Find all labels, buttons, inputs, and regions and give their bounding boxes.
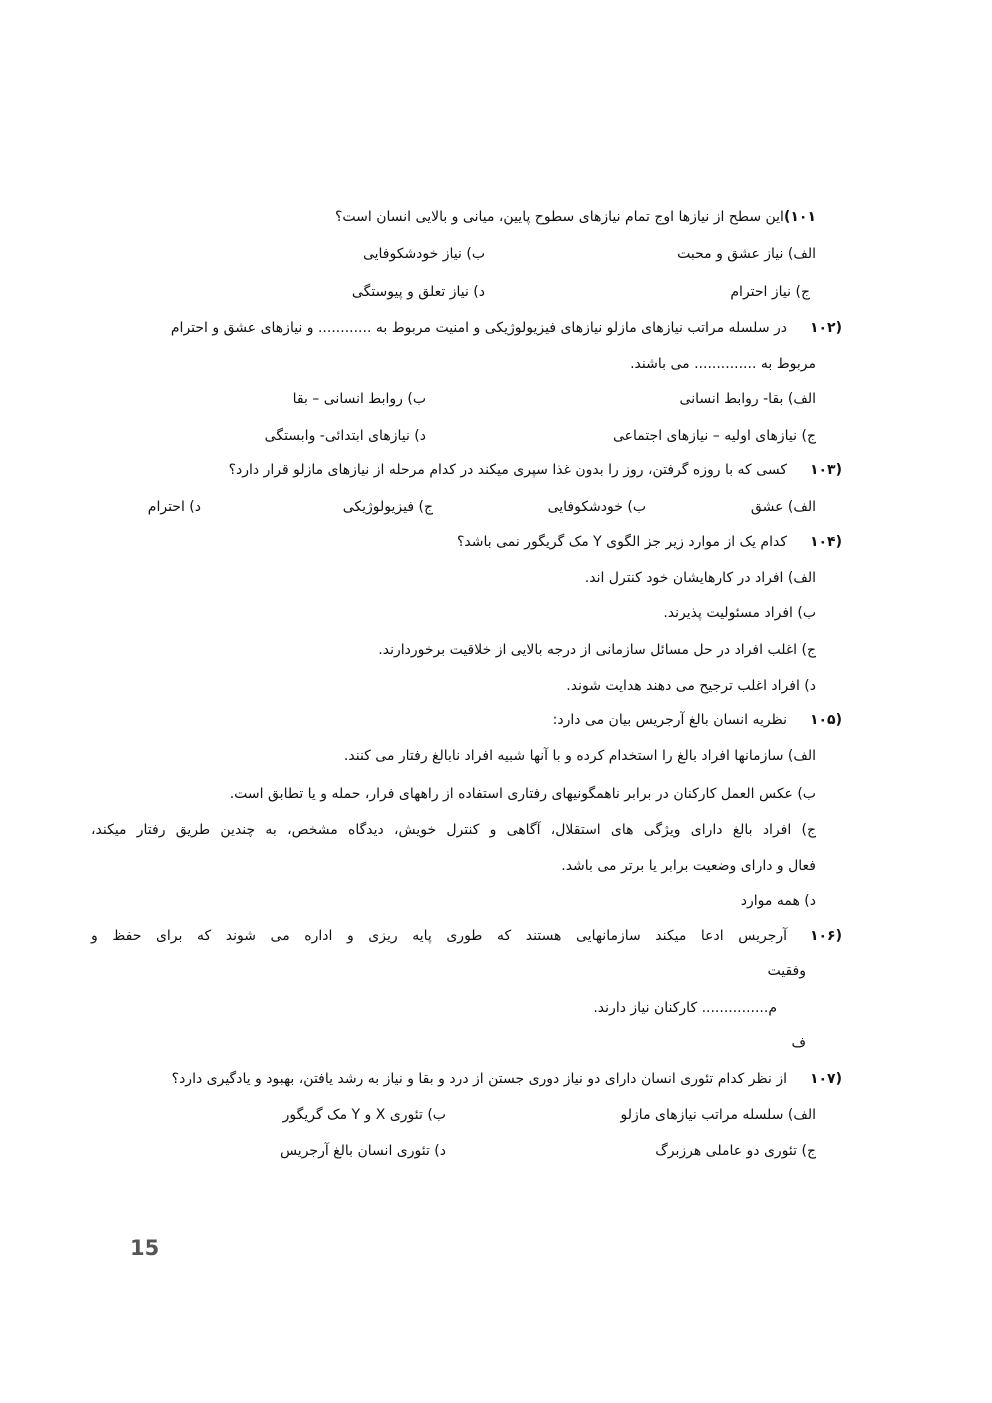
question-text-105: نظریه انسان بالغ آرجریس بیان می دارد: (552, 712, 787, 728)
option-c: ج) نیازهای اولیه – نیازهای اجتماعی (612, 428, 816, 444)
option-b: ب) نیاز خودشکوفایی (362, 246, 485, 262)
option-a: الف) نیاز عشق و محبت (677, 246, 816, 262)
question-number: ۱۰۱) (783, 209, 816, 225)
question-text-102-line1: در سلسله مراتب نیازهای مازلو نیازهای فیزیولوژیکی و امنیت مربوط به ............ و نیازهای عشق و احترام (170, 320, 787, 336)
question-number-107: ۱۰۷) (809, 1071, 842, 1087)
option-a: الف) عشق (750, 499, 816, 515)
question-101 (335, 207, 816, 227)
option-d: د) افراد اغلب ترجیح می دهند هدایت شوند. (566, 678, 816, 694)
option-d: د) احترام (147, 499, 201, 515)
option-b: ب) روابط انسانی – بقا (292, 391, 426, 407)
option-c: ج) تئوری دو عاملی هرزبرگ (655, 1143, 816, 1159)
option-c-line1: ج) افراد بالغ دارای ویژگی های استقلال، آگاهی و کنترل خویش، دیدگاه مشخص، به چندین طریق رفتار میکند، (91, 822, 816, 838)
question-text-106-line2: وفقیت (767, 963, 806, 979)
page-number: 15 (130, 1236, 160, 1260)
question-text-103: کسی که با روزه گرفتن، روز را بدون غذا سپری میکند در کدام مرحله از نیازهای مازلو قرار دارد؟ (228, 462, 787, 478)
question-text: این سطح از نیازها اوج تمام نیازهای سطوح پایین، میانی و بالایی انسان است؟ (335, 209, 784, 225)
option-d: د) نیاز تعلق و پیوستگی (351, 284, 485, 300)
question-text-106-line4: ف (791, 1035, 806, 1051)
option-b: ب) افراد مسئولیت پذیرند. (663, 605, 816, 621)
option-d: د) تئوری انسان بالغ آرجریس (279, 1143, 446, 1159)
option-c: ج) اغلب افراد در حل مسائل سازمانی از درجه بالایی از خلاقیت برخوردارند. (378, 642, 816, 658)
question-text-104: کدام یک از موارد زیر جز الگوی Y مک گریگور نمی باشد؟ (457, 534, 787, 550)
option-c: ج) نیاز احترام (730, 284, 810, 300)
option-a: الف) سازمانها افراد بالغ را استخدام کرده و با آنها شبیه افراد نابالغ رفتار می کنند. (343, 748, 816, 764)
option-b: ب) تئوری X و Y مک گریگور (282, 1107, 446, 1123)
option-b: ب) خودشکوفایی (547, 499, 646, 515)
option-d: د) نیازهای ابتدائی- وابستگی (264, 428, 426, 444)
question-text-106-line3: م............... کارکنان نیاز دارند. (593, 1000, 777, 1016)
option-c-line2: فعال و دارای وضعیت برابر یا برتر می باشد. (561, 858, 816, 874)
question-text-102-line2: مربوط به .............. می باشند. (630, 356, 816, 372)
question-text-106-line1: آرجریس ادعا میکند سازمانهایی هستند که طوری پایه ریزی و اداره می شوند که برای حفظ و (91, 928, 787, 944)
option-a: الف) سلسله مراتب نیازهای مازلو (620, 1107, 816, 1123)
question-text-107: از نظر کدام تئوری انسان دارای دو نیاز دوری جستن از درد و بقا و نیاز به رشد یافتن، بهبود و یادگیری دارد؟ (171, 1071, 787, 1087)
question-number-104: ۱۰۴) (809, 534, 842, 550)
question-number-106: ۱۰۶) (809, 928, 842, 944)
question-number-103: ۱۰۳) (809, 462, 842, 478)
option-a: الف) افراد در کارهایشان خود کنترل اند. (584, 570, 816, 586)
option-a: الف) بقا- روابط انسانی (679, 391, 816, 407)
question-number-105: ۱۰۵) (809, 712, 842, 728)
question-number-102: ۱۰۲) (809, 320, 842, 336)
option-b: ب) عکس العمل کارکنان در برابر ناهمگونیهای رفتاری استفاده از راههای فرار، حمله و یا تطابق است. (229, 786, 816, 802)
option-d: د) همه موارد (740, 893, 816, 909)
option-c: ج) فیزیولوژیکی (342, 499, 433, 515)
